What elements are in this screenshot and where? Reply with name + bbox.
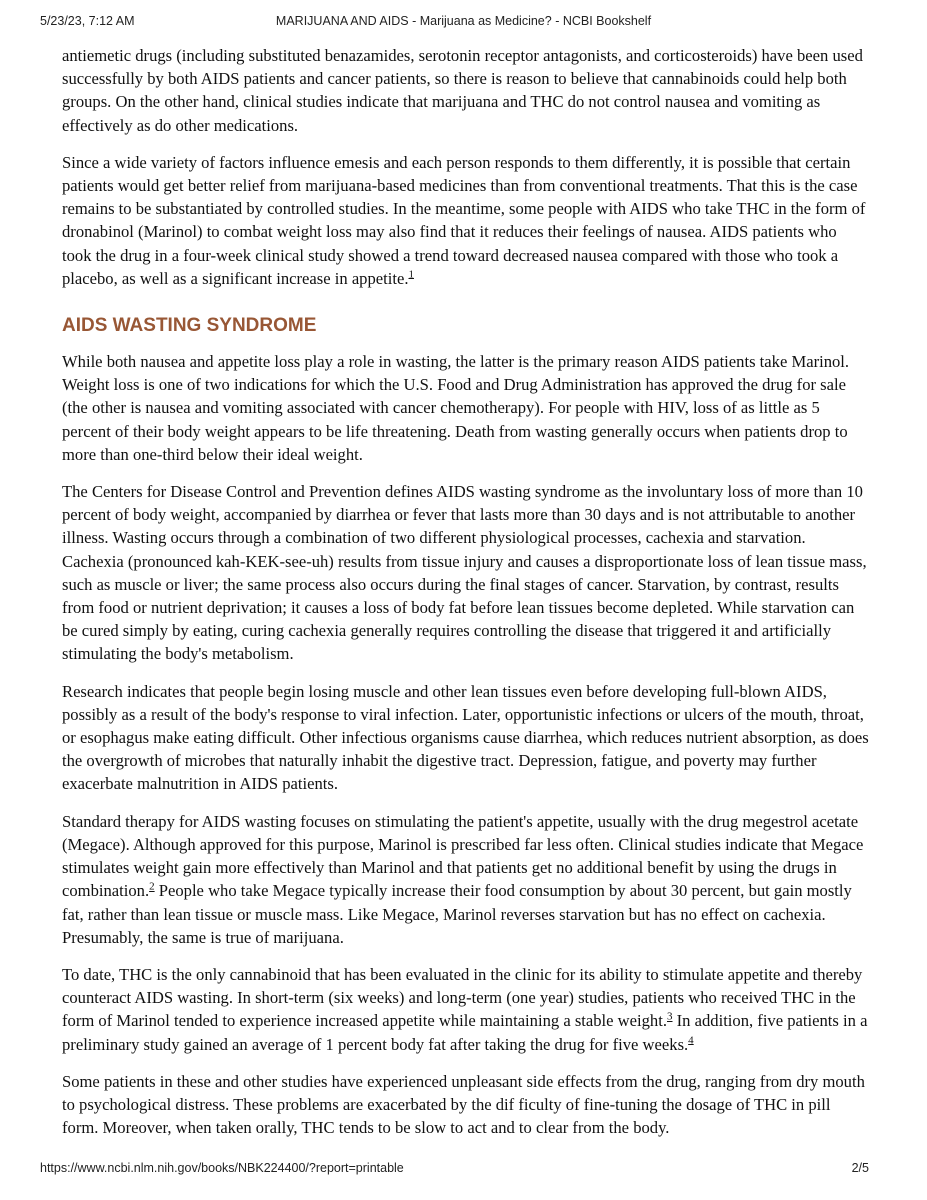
paragraph-side-effects: Some patients in these and other studies have experienced unpleasant side effects from the drug, ranging from dry mouth to psychological distress. These problems are exacerbated by the dif ficulty of fine-tuning the dosage of THC in pill form. Moreover, when taken orally, THC tends to be slow to act and to clear from the body. [62, 1071, 865, 1138]
reference-superscript [688, 1034, 694, 1046]
paragraph-antiemetic: antiemetic drugs (including substituted benazamides, serotonin receptor antagonists, and corticosteroids) have been used successfully by both AIDS patients and cancer patients, so there is reason to believe that cannabinoids could help both groups. On the other hand, clinical studies indicate that marijuana and THC do not control nausea and vomiting as effectively as do other medications. [62, 46, 863, 135]
paragraph-cdc-definition: The Centers for Disease Control and Prevention defines AIDS wasting syndrome as the involuntary loss of more than 10 percent of body weight, accompanied by diarrhea or fever that lasts more than 30 days and is not attributable to another illness. Wasting occurs through a combination of two different physiological processes, cachexia and starvation. Cachexia (pronounced kah-KEK-see-uh) results from tissue injury and causes a disproportionate loss of lean tissue mass, such as muscle or liver; the same process also occurs during the final stages of cancer. Starvation, by contrast, results from food or nutrient deprivation; it causes a loss of body fat before lean tissues become depleted. While starvation can be cured simply by eating, curing cachexia generally requires controlling the disease that triggered it and artificially stimulating the body's metabolism. [62, 482, 867, 664]
paragraph-standard-therapy-text-b: People who take Megace typically increase their food consumption by about 30 percent, but gain mostly fat, rather than lean tissue or muscle mass. Like Megace, Marinol reverses starvation but has no effect on cachexia. Presumably, the same is true of marijuana. [62, 881, 852, 947]
article-body [62, 44, 870, 1153]
paragraph-thc-cannabinoid [62, 963, 870, 1056]
page-number: 2/5 [851, 1161, 869, 1175]
reference-link-2[interactable]: 2 [149, 880, 155, 893]
reference-link-1[interactable]: 1 [408, 268, 414, 281]
paragraph-emesis-text: Since a wide variety of factors influence emesis and each person responds to them differently, it is possible that certain patients would get better relief from marijuana-based medicines than from conventional treatments. That this is the case remains to be substantiated by controlled studies. In the meantime, some people with AIDS who take THC in the form of dronabinol (Marinol) to combat weight loss may also find that it reduces their feelings of nausea. AIDS patients who took the drug in a four-week clinical study showed a trend toward decreased nausea compared with those who took a placebo, as well as a significant increase in appetite. [62, 152, 866, 288]
reference-superscript [408, 268, 414, 280]
print-footer [40, 1161, 887, 1177]
print-url: https://www.ncbi.nlm.nih.gov/books/NBK224400/?report=printable [40, 1161, 404, 1175]
section-heading: AIDS WASTING SYNDROME [62, 315, 317, 337]
print-page-title: MARIJUANA AND AIDS - Marijuana as Medicine? - NCBI Bookshelf [275, 14, 652, 28]
paragraph-emesis [62, 151, 870, 290]
paragraph-lean-tissue: Research indicates that people begin losing muscle and other lean tissues even before developing full-blown AIDS, possibly as a result of the body's response to viral infection. Later, opportunistic infections or ulcers of the mouth, throat, or esophagus make eating difficult. Other infectious organisms cause diarrhea, which reduces nutrient absorption, as does the overgrowth of microbes that naturally inhabit the digestive tract. Depression, fatigue, and poverty may further exacerbate malnutrition in AIDS patients. [62, 681, 869, 794]
reference-link-4[interactable]: 4 [688, 1033, 694, 1046]
paragraph-standard-therapy [62, 810, 870, 949]
paragraph-appetite-loss: While both nausea and appetite loss play a role in wasting, the latter is the primary reason AIDS patients take Marinol. Weight loss is one of two indications for which the U.S. Food and Drug Administration has approved the drug for sale (the other is nausea and vomiting associated with cancer chemotherapy). For people with HIV, loss of as little as 5 percent of their body weight appears to be life threatening. Death from wasting generally occurs when patients drop to more than one-third below their ideal weight. [62, 352, 850, 464]
paragraph-thc-text-a: To date, THC is the only cannabinoid that has been evaluated in the clinic for its ability to stimulate appetite and thereby counteract AIDS wasting. In short-term (six weeks) and long-term (one year) studies, patients who received THC in the form of Marinol tended to experience increased appetite while maintaining a stable weight. [62, 964, 863, 1031]
print-datetime: 5/23/23, 7:12 AM [40, 14, 135, 28]
reference-link-3[interactable]: 3 [667, 1010, 673, 1023]
print-header [40, 14, 887, 34]
paragraph-standard-therapy-text-a: Standard therapy for AIDS wasting focuses on stimulating the patient's appetite, usually with the drug megestrol acetate (Megace). Although approved for this purpose, Marinol is prescribed far less often. Clinical studies indicate that Megace stimulates weight gain more effectively than Marinol and that patients get no additional benefit by using the drugs in combination. [62, 811, 864, 901]
paragraph-thc-text-b: In addition, five patients in a preliminary study gained an average of 1 percent body fat after taking the drug for five weeks. [62, 1011, 868, 1054]
